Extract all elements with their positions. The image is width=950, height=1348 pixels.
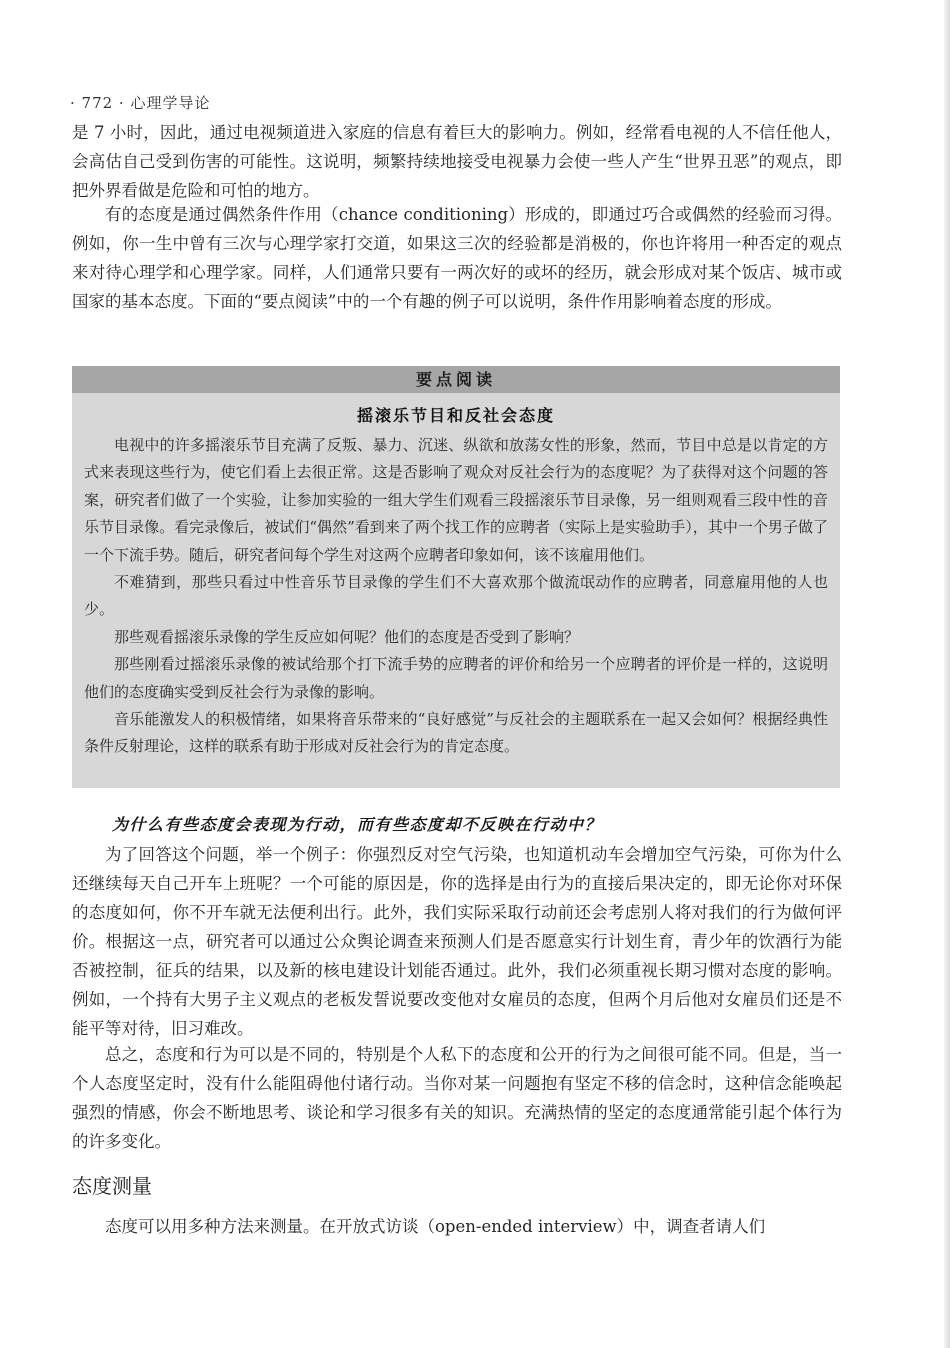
box-paragraph: 电视中的许多摇滚乐节目充满了反叛、暴力、沉迷、纵欲和放荡女性的形象，然而，节目中总是以肯定的方式来表现这些行为，使它们看上去很正常。这是否影响了观众对反社会行为的态度呢？为了获得对这个问题的答案，研究者们做了一个实验，让参加实验的一组大学生们观看三段摇滚乐节目录像，另一组则观看三段中性的音乐节目录像。看完录像后，被试们“偶然”看到来了两个找工作的应聘者（实际上是实验助手），其中一个男子做了一个下流手势。随后，研究者问每个学生对这两个应聘者印象如何，该不该雇用他们。 — [84, 436, 828, 564]
page-edge-shadow — [944, 0, 950, 1348]
body-text — [72, 118, 842, 205]
box-paragraph: 那些观看摇滚乐录像的学生反应如何呢？他们的态度是否受到了影响？ — [114, 627, 580, 646]
paragraph: 有的态度是通过偶然条件作用（chance conditioning）形成的，即通过巧合或偶然的经验而习得。例如，你一生中曾有三次与心理学家打交道，如果这三次的经验都是消极的，你也许将用一种否定的观点来对待心理学和心理学家。同样，人们通常只要有一两次好的或坏的经历，就会形成对某个饭店、城市或国家的基本态度。下面的“要点阅读”中的一个有趣的例子可以说明，条件作用影响着态度的形成。 — [72, 205, 842, 311]
body-text — [72, 1040, 842, 1156]
page-header: · 772 · 心理学导论 — [70, 94, 211, 112]
highlight-box-body — [84, 432, 828, 761]
sub-heading: 为什么有些态度会表现为行动，而有些态度却不反映在行动中？ — [112, 815, 603, 834]
highlight-box-label: 要点阅读 — [72, 366, 840, 393]
body-text — [72, 1212, 842, 1241]
box-paragraph: 音乐能激发人的积极情绪，如果将音乐带来的“良好感觉”与反社会的主题联系在一起又会如何？根据经典性条件反射理论，这样的联系有助于形成对反社会行为的肯定态度。 — [84, 710, 828, 756]
box-paragraph: 那些刚看过摇滚乐录像的被试给那个打下流手势的应聘者的评价和给另一个应聘者的评价是一样的，这说明他们的态度确实受到反社会行为录像的影响。 — [84, 655, 828, 701]
body-text — [72, 840, 842, 1043]
box-paragraph: 不难猜到，那些只看过中性音乐节目录像的学生们不大喜欢那个做流氓动作的应聘者，同意雇用他的人也少。 — [84, 573, 828, 619]
paragraph: 是 7 小时，因此，通过电视频道进入家庭的信息有着巨大的影响力。例如，经常看电视的人不信任他人，会高估自己受到伤害的可能性。这说明，频繁持续地接受电视暴力会使一些人产生“世界丑恶”的观点，即把外界看做是危险和可怕的地方。 — [72, 123, 842, 200]
paragraph: 为了回答这个问题，举一个例子：你强烈反对空气污染，也知道机动车会增加空气污染，可你为什么还继续每天自己开车上班呢？一个可能的原因是，你的选择是由行为的直接后果决定的，即无论你对环保的态度如何，你不开车就无法便利出行。此外，我们实际采取行动前还会考虑别人将对我们的行为做何评价。根据这一点，研究者可以通过公众舆论调查来预测人们是否愿意实行计划生育，青少年的饮酒行为能否被控制，征兵的结果，以及新的核电建设计划能否通过。此外，我们必须重视长期习惯对态度的影响。例如，一个持有大男子主义观点的老板发誓说要改变他对女雇员的态度，但两个月后他对女雇员们还是不能平等对待，旧习难改。 — [72, 845, 842, 1038]
section-heading: 态度测量 — [72, 1174, 152, 1198]
paragraph: 态度可以用多种方法来测量。在开放式访谈（open-ended interview）中，调查者请人们 — [105, 1217, 766, 1236]
highlight-box-title: 摇滚乐节目和反社会态度 — [356, 406, 555, 425]
body-text — [72, 200, 842, 316]
highlight-box — [72, 366, 840, 788]
paragraph: 总之，态度和行为可以是不同的，特别是个人私下的态度和公开的行为之间很可能不同。但是，当一个人态度坚定时，没有什么能阻碍他付诸行动。当你对某一问题抱有坚定不移的信念时，这种信念能唤起强烈的情感，你会不断地思考、谈论和学习很多有关的知识。充满热情的坚定的态度通常能引起个体行为的许多变化。 — [72, 1045, 842, 1151]
